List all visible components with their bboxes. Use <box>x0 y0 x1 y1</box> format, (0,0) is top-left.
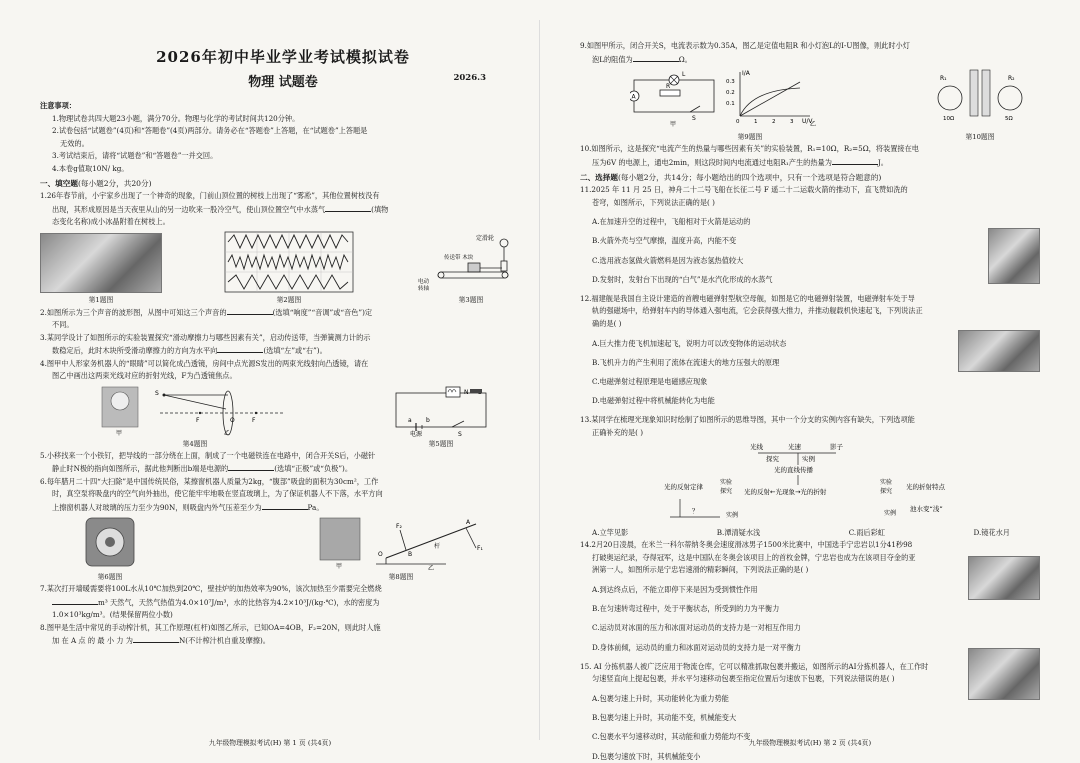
q13-option: A.立竿见影 <box>592 528 629 538</box>
juicer-photo <box>320 518 360 560</box>
y-tick: 0.2 <box>726 90 735 96</box>
pulley-label: 定滑轮 <box>476 234 495 242</box>
figure-6 <box>80 516 140 581</box>
yi-label: 乙 <box>810 121 817 128</box>
q13-stem: 正确补充的是( ) <box>592 427 644 437</box>
q12-option: C.电磁弹射过程原理是电磁感应现象 <box>592 377 708 386</box>
subject-title: 物理 试题卷 <box>248 75 318 90</box>
mindmap-node: 光的反射定律 <box>664 483 703 492</box>
q15-stem: 15. AI 分拣机器人被广泛应用于物流仓库，它可以精准抓取包裹并搬运，如图所示的AI分拣机器人，在工作时 <box>580 661 929 671</box>
jia-label: 甲 <box>116 429 123 437</box>
jet-photo <box>958 330 1040 372</box>
q10-line <box>580 156 1050 170</box>
figure-caption: 第3题图 <box>458 295 484 304</box>
point-b-label: B <box>408 551 413 558</box>
notice-item: 无效的。 <box>60 138 89 148</box>
q15-option: B.包裹匀速上升时，其动能不变，机械能变大 <box>592 713 737 723</box>
answer-blank <box>227 306 273 315</box>
q14-stem: 14.2月20日凌晨，在米兰一科尔蒂纳冬奥会速度滑冰男子1500米比赛中，中国选手宁忠岩以1分41秒98 <box>580 540 913 550</box>
mindmap-edge: 探究 <box>766 455 779 464</box>
x-tick: 0 <box>736 119 740 125</box>
focus-label: F <box>252 416 256 424</box>
window-robot-figure <box>80 516 140 570</box>
mindmap-edge: 实例 <box>802 455 815 464</box>
q8-text: N(不计榨汁机自重及摩擦)。 <box>178 636 270 645</box>
lever-label: 杆 <box>434 543 441 550</box>
iu-graph-figure <box>630 68 870 130</box>
figure-9 <box>630 68 870 141</box>
q11-option: D.发射时，发射台下出现的“白气”是水汽化形成的水蒸气 <box>592 274 773 284</box>
q15-stem: 匀速竖直向上提起包裹，并水平匀速移动包裹至指定位置后匀速放下包裹，下列说法错误的是( ) <box>592 674 895 684</box>
answer-blank <box>133 634 179 643</box>
focus-label: F <box>196 416 200 424</box>
y-tick: 0.1 <box>726 101 735 107</box>
notice-item: 1.物理试卷共四大题23小题，满分70分。物理与化学的考试时间共120分钟。 <box>52 113 300 123</box>
q3-text: (选填“左”或“右”)。 <box>263 346 327 355</box>
q7-text: m³ 天然气，天然气热值为4.0×10⁷J/m³，水的比热容为4.2×10³J/(kg·℃)，水的密度为 <box>98 597 380 607</box>
q1-line <box>40 203 526 217</box>
q1-text: (填物 <box>371 204 389 214</box>
x-tick: 1 <box>754 119 758 125</box>
lens-figure <box>100 385 290 437</box>
q4-line: 4.图甲中人形家务机器人的“眼睛”可以简化成凸透镜，房间中点光源S发出的两束光线射向凸透镜，请在 <box>40 358 369 368</box>
r2-value: 5Ω <box>1005 116 1013 122</box>
section-note: (每小题2分，共20分) <box>77 179 152 188</box>
mindmap-node: 影子 <box>830 443 843 452</box>
force-f2-label: F₂ <box>396 523 402 530</box>
mindmap-edge: 实验 <box>720 479 733 487</box>
q9-text: 泡L的阻值为 <box>592 54 633 64</box>
mindmap-node: 光速 <box>788 443 801 452</box>
yi-label: 乙 <box>224 429 231 437</box>
q14-option: A.到达终点后，不能立即停下来是因为受到惯性作用 <box>592 585 758 595</box>
figure-3 <box>416 231 526 304</box>
q12-option: B.飞机升力的产生利用了流体在流速大的地方压强大的原理 <box>592 357 780 367</box>
section-1-heading <box>40 178 526 189</box>
mindmap-edge: 实验 <box>880 479 893 487</box>
q6-text: 上擦窗机器人对玻璃的压力至少为90N，则吸盘内外气压差至少为 <box>52 502 262 512</box>
q8-line <box>40 634 526 648</box>
notice-heading: 注意事项： <box>40 101 76 110</box>
skater-photo <box>968 556 1040 600</box>
answer-blank <box>832 156 878 165</box>
r2-label: R₂ <box>1008 75 1015 82</box>
mindmap-center: 光的直线传播 <box>774 466 813 475</box>
answer-blank <box>217 344 263 353</box>
figure-row-1-3 <box>40 231 526 304</box>
jia-label: 甲 <box>670 121 677 128</box>
q14-option: B.在匀速转弯过程中，处于平衡状态，所受到的力为平衡力 <box>592 604 780 614</box>
q3-line <box>40 344 526 358</box>
q14-stem: 洲第一人，如图所示是宁忠岩速滑的精彩瞬间，下列说法正确的是( ) <box>592 565 809 575</box>
q10-line: 10.如图所示，这是探究“电流产生的热量与哪些因素有关”的实验装置，R₁=10Ω，R₂=5Ω，将装置接在电 <box>580 144 919 153</box>
q6-line: 时，真空泵将吸盘内的空气向外抽出，使它能牢牢地吸在竖直玻璃上，为了保证机器人不下落，水平方向 <box>52 489 383 498</box>
q8-text: 加 在 A 点 的 最 小 力 为 <box>52 636 133 645</box>
figure-caption: 第1题图 <box>88 295 114 304</box>
q12-stem: 12.福建舰是我国自主设计建造的首艘电磁弹射型航空母舰，如图是它的电磁弹射装置，电磁弹射车处于导 <box>580 293 915 303</box>
q12-stem: 轨的强磁场中，给弹射车内的导体通入强电流，它会获得强大推力，并推动舰载机快速起飞，下列说法正 <box>592 306 923 316</box>
q10-text: 压为6V 的电源上，通电2min，则这段时间内电流通过电阻R₁产生的热量为 <box>592 157 832 167</box>
q9-line <box>580 53 1050 67</box>
q3-text: 数稳定后，此时木块所受滑动摩擦力的方向为水平向 <box>52 346 218 355</box>
q5-text: 静止时N极的指向如图所示，据此他判断出b端是电源的 <box>52 464 229 473</box>
r1-value: 10Ω <box>943 116 955 122</box>
answer-blank <box>52 596 98 605</box>
q11-option: A.在加速升空的过程中，飞船相对于火箭是运动的 <box>592 217 751 227</box>
q5-line: 5.小移找来一个小铁钉，把导线的一部分绕在上面，制成了一个电磁铁连在电路中，闭合开关S后，小磁针 <box>40 450 376 460</box>
q14-option: D.身体前倾，运动员的重力和冰面对运动员的支持力是一对平衡力 <box>592 642 802 652</box>
q13-option: D.镜花水月 <box>973 528 1010 538</box>
q7-line: 1.0×10³kg/m³。(结果保留两位小数) <box>52 610 173 619</box>
q15-option: A.包裹匀速上升时，其动能转化为重力势能 <box>592 694 729 703</box>
q12-stem: 确的是( ) <box>592 318 622 328</box>
section-title: 二、选择题 <box>580 173 618 182</box>
center-label: O <box>230 416 235 424</box>
rime-photo <box>40 233 162 293</box>
q1-line: 态变化名称)成小冰晶附着在树枝上。 <box>52 217 170 226</box>
section-title: 一、填空题 <box>40 179 78 188</box>
figure-10 <box>930 68 1030 141</box>
q12-option: A.巨大推力使飞机加速起飞，说明力可以改变物体的运动状态 <box>592 338 787 348</box>
figure-caption: 第2题图 <box>276 295 302 304</box>
figure-2 <box>224 231 354 304</box>
point-a-label: A <box>466 519 471 526</box>
terminal-a: a <box>408 416 412 424</box>
mindmap-edge: 实例 <box>726 512 739 520</box>
q12-option: D.电磁弹射过程中将机械能转化为电能 <box>592 396 715 406</box>
q2-text: (选填“响度”“音调”或“音色”)定 <box>272 307 373 317</box>
conveyor-label: 传送带 木块 <box>444 254 474 261</box>
section-note: (每小题2分，共14分；每小题给出的四个选项中，只有一个选项是符合题意的) <box>617 173 882 182</box>
exam-title: 2026年初中毕业学业考试模拟试卷 <box>156 48 410 66</box>
switch-label: S <box>692 115 696 122</box>
q2-line <box>40 306 526 320</box>
answer-blank <box>262 501 308 510</box>
heat-experiment-figure <box>930 68 1030 130</box>
q11-option: B.火箭外壳与空气摩擦，温度升高，内能不变 <box>592 236 737 246</box>
lamp-label: L <box>682 71 686 78</box>
answer-blank <box>633 53 679 62</box>
waveform-figure <box>224 231 354 293</box>
notice-item: 3.考试结束后，请将“试题卷”和“答题卷”一并交回。 <box>52 151 218 160</box>
mindmap-missing: ？ <box>692 507 699 516</box>
mind-map <box>580 439 1050 523</box>
force-f1-label: F₁ <box>477 545 483 552</box>
figure-caption: 第9题图 <box>737 133 763 141</box>
page-2 <box>540 0 1080 763</box>
juicer-lever-figure <box>316 516 486 570</box>
power-label: 电源 <box>410 430 423 437</box>
q11-block <box>580 184 1050 293</box>
electromagnet-figure <box>386 385 496 437</box>
q6-line: 6.每年腊月二十四“大扫除”是中国传统民俗，某擦窗机器人质量为2kg，“腹部”吸盘的面积为30cm²，工作 <box>40 476 379 486</box>
q2-text: 2.如图所示为三个声音的波形图，从图中可知这三个声音的 <box>40 307 227 317</box>
motor-label: 转轴 <box>418 285 430 292</box>
notice-item: 2.试卷包括“试题卷”(4页)和“答题卷”(4页)两部分。请务必在“答题卷”上答题，在“试题卷”上答题是 <box>52 126 368 135</box>
q15-option: D.包裹匀速放下时，其机械能变小 <box>592 751 701 761</box>
resistor-label: R <box>666 83 671 90</box>
figure-5 <box>386 385 496 448</box>
exam-subtitle <box>40 71 526 90</box>
q11-stem: 11.2025 年 11 月 25 日，神舟二十二号飞船在长征二号 F 遥二十二运载火箭的推动下，直飞赞如洗的 <box>580 185 908 194</box>
q11-stem: 苍穹，如图所示，下列说法正确的是( ) <box>592 197 715 207</box>
y-tick: 0.3 <box>726 79 735 85</box>
figure-1 <box>40 233 162 304</box>
point-o-label: O <box>378 551 383 558</box>
figure-caption: 第8题图 <box>388 573 414 581</box>
q13-option: B.潭清疑水浅 <box>716 528 761 538</box>
figure-8 <box>316 516 486 581</box>
exam-date: 2026.3 <box>453 73 486 83</box>
q13-options <box>580 527 1050 539</box>
terminal-b: b <box>426 416 430 424</box>
q4-line: 图乙中画出这两束光线对应的折射光线，F为凸透镜焦点。 <box>52 371 237 380</box>
q13-option: C.雨后彩虹 <box>848 528 885 538</box>
q15-option: C.包裹水平匀速移动时，其动能和重力势能均不变 <box>592 732 751 742</box>
source-label: S <box>155 389 159 397</box>
robot-arm-photo <box>968 648 1040 700</box>
mindmap-edge: 实例 <box>884 510 897 518</box>
yi-label: 乙 <box>428 565 435 570</box>
q8-line: 8.图甲是生活中常见的手动榨汁机，其工作原理(杠杆)如图乙所示，已知OA=4OB，F₂=20N，则此时人施 <box>40 622 381 632</box>
q10-text: J。 <box>877 157 888 167</box>
mindmap-node: 池水变“浅” <box>910 505 943 514</box>
page-footer: 九年级物理模拟考试(H) 第 2 页 (共4页) <box>748 739 872 747</box>
x-axis-label: U/V <box>802 118 813 125</box>
r1-label: R₁ <box>940 75 947 82</box>
answer-blank <box>325 203 371 212</box>
mindmap-main: 光的反射←光现象→光的折射 <box>744 488 827 497</box>
jia-label: 甲 <box>336 563 343 570</box>
figure-row-9-10 <box>580 68 1050 141</box>
x-tick: 3 <box>790 119 794 125</box>
mindmap-node: 光线 <box>750 443 763 452</box>
conveyor-figure <box>416 231 526 293</box>
figure-row-4-5 <box>40 385 526 448</box>
north-label: N <box>464 388 469 396</box>
answer-blank <box>228 462 274 471</box>
section-2-heading <box>580 172 1050 183</box>
page-footer: 九年级物理模拟考试(H) 第 1 页 (共4页) <box>208 739 332 747</box>
q6-text: Pa。 <box>307 502 324 512</box>
figure-caption: 第5题图 <box>428 439 454 448</box>
q5-line <box>40 462 526 476</box>
q6-line <box>40 501 526 515</box>
ammeter-label: A <box>631 93 636 101</box>
switch-label: S <box>458 430 462 437</box>
q11-option: C.选用液态氢做火箭燃料是因为液态氢热值较大 <box>592 255 744 265</box>
figure-4 <box>100 385 290 448</box>
mindmap-edge: 探究 <box>720 488 733 496</box>
q9-text: Ω。 <box>678 54 692 64</box>
q1-text: 出现，其形成原因是当天夜里从山的另一边吹来一股冷空气，使山顶位置空气中水蒸气 <box>52 204 326 214</box>
q13-stem: 13.某同学在梳理光现象知识时绘制了如图所示的思维导图，其中一个分支的实例内容有缺失，下列选项能 <box>580 415 915 425</box>
figure-row-6-8 <box>40 516 526 581</box>
motor-label: 电动 <box>418 278 430 285</box>
figure-caption: 第10题图 <box>965 133 995 141</box>
q2-line: 不同。 <box>52 320 74 329</box>
y-axis-label: I/A <box>742 70 750 77</box>
q3-line: 3.某同学设计了如图所示的实验装置探究“滑动摩擦力与哪些因素有关”，启动传送带，当弹簧测力计的示 <box>40 332 371 342</box>
rocket-photo <box>988 228 1040 284</box>
x-tick: 2 <box>772 119 776 125</box>
q5-text: (选填“正极”或“负极”)。 <box>274 464 353 473</box>
q14-option: C.运动员对冰面的压力和冰面对运动员的支持力是一对相互作用力 <box>592 623 801 633</box>
figure-caption: 第4题图 <box>182 439 208 448</box>
q7-line <box>40 596 526 610</box>
notice-item: 4.本卷g值取10N/ kg。 <box>52 163 129 173</box>
q14-stem: 打破奥运纪录，夺得冠军，这是中国队在冬奥会该项目上的首枚金牌，宁忠岩也成为在该项目夺金的亚 <box>592 552 916 562</box>
q1-line: 1.26年春节前，小宇家乡出现了一个神奇的现象，门前山顶位置的树枝上出现了“雾凇”，其他位置树枝没有 <box>40 191 380 200</box>
mindmap-node: 光的折射特点 <box>906 483 945 492</box>
figure-caption: 第6题图 <box>97 573 123 581</box>
q7-line: 7.某次打开墙暖需要将100L水从10℃加热到20℃，壁挂炉的加热效率为90%，该次加热至少需要完全燃烧 <box>40 584 382 593</box>
q9-line: 9.如图甲所示，闭合开关S，电流表示数为0.35A，图乙是定值电阻R 和小灯泡L的I-U图像，则此时小灯 <box>580 41 910 50</box>
mindmap-edge: 探究 <box>880 488 893 496</box>
